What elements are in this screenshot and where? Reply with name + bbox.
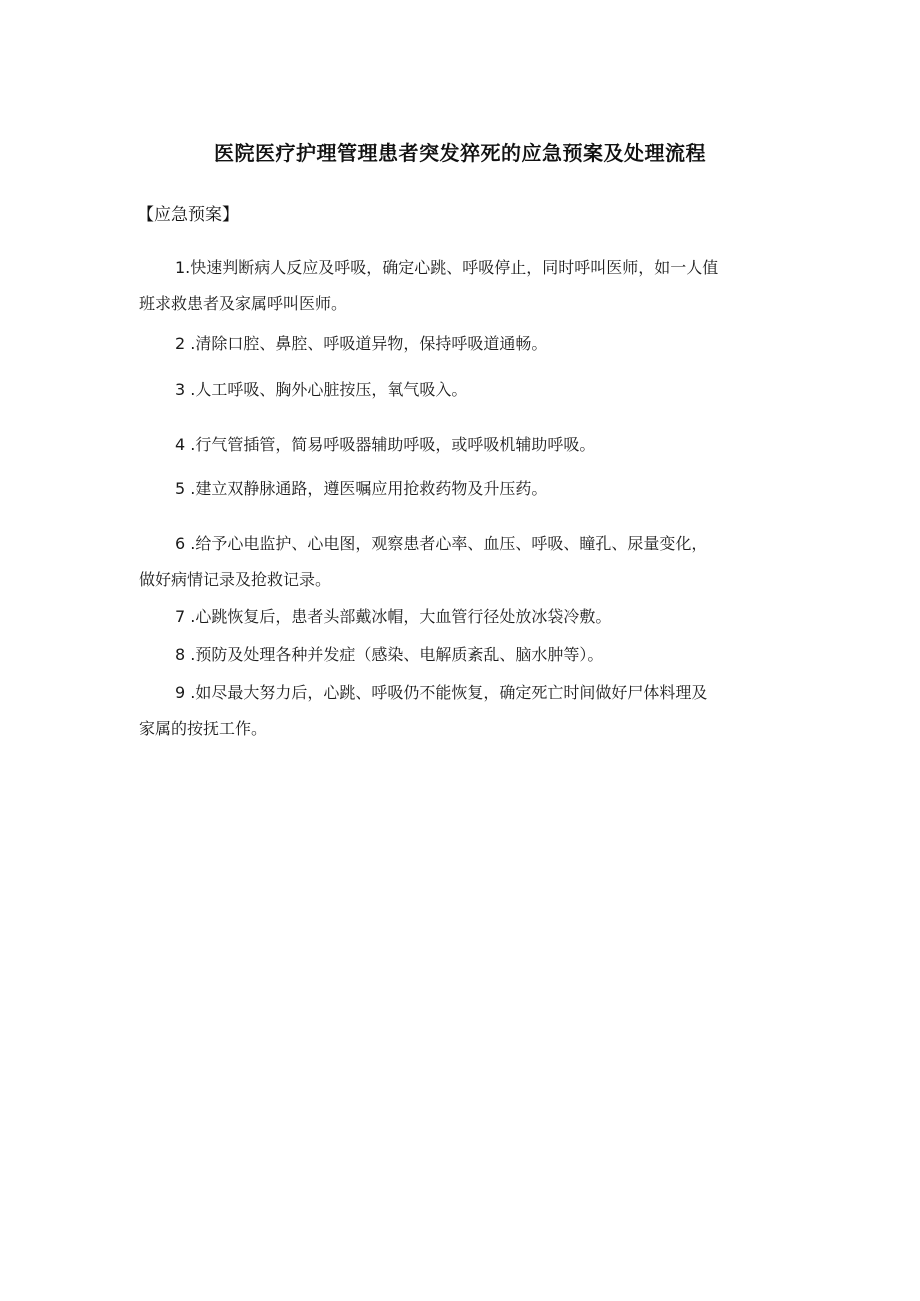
- plan-item-5: [139, 471, 804, 507]
- plan-item-6: [139, 526, 804, 598]
- plan-item-8: [139, 637, 804, 673]
- item-text-continued: 做好病情记录及抢救记录。: [139, 570, 332, 589]
- item-number: 1.: [175, 258, 191, 277]
- item-number: 5 .: [175, 479, 196, 498]
- item-text: 建立双静脉通路，遵医嘱应用抢救药物及升压药。: [195, 479, 548, 498]
- item-number: 8 .: [175, 645, 196, 664]
- item-text: 清除口腔、鼻腔、呼吸道异物，保持呼吸道通畅。: [195, 334, 548, 353]
- item-number: 4 .: [175, 435, 196, 454]
- plan-item-2: [139, 326, 804, 362]
- item-text: 预防及处理各种并发症（感染、电解质紊乱、脑水肿等）。: [195, 645, 604, 664]
- item-text: 给予心电监护、心电图，观察患者心率、血压、呼吸、瞳孔、尿量变化，: [195, 534, 708, 553]
- item-text-continued: 家属的按抚工作。: [139, 719, 268, 738]
- item-text-continued: 班求救患者及家属呼叫医师。: [139, 294, 348, 313]
- item-text: 快速判断病人反应及呼吸，确定心跳、呼吸停止，同时呼叫医师，如一人值: [190, 258, 719, 277]
- item-number: 6 .: [175, 534, 196, 553]
- item-text: 行气管插管，简易呼吸器辅助呼吸，或呼吸机辅助呼吸。: [195, 435, 596, 454]
- plan-item-9: [139, 675, 804, 747]
- plan-item-3: [139, 372, 804, 408]
- plan-item-4: [139, 427, 804, 463]
- plan-item-7: [139, 599, 804, 635]
- item-text: 如尽最大努力后，心跳、呼吸仍不能恢复，确定死亡时间做好尸体料理及: [195, 683, 708, 702]
- section-heading: 【应急预案】: [137, 205, 239, 225]
- item-text: 人工呼吸、胸外心脏按压，氧气吸入。: [195, 380, 468, 399]
- item-number: 3 .: [175, 380, 196, 399]
- item-text: 心跳恢复后，患者头部戴冰帽，大血管行径处放冰袋冷敷。: [195, 607, 612, 626]
- item-number: 2 .: [175, 334, 196, 353]
- document-title: 医院医疗护理管理患者突发猝死的应急预案及处理流程: [214, 141, 706, 165]
- item-number: 9 .: [175, 683, 196, 702]
- item-number: 7 .: [175, 607, 196, 626]
- plan-item-1: [139, 250, 804, 322]
